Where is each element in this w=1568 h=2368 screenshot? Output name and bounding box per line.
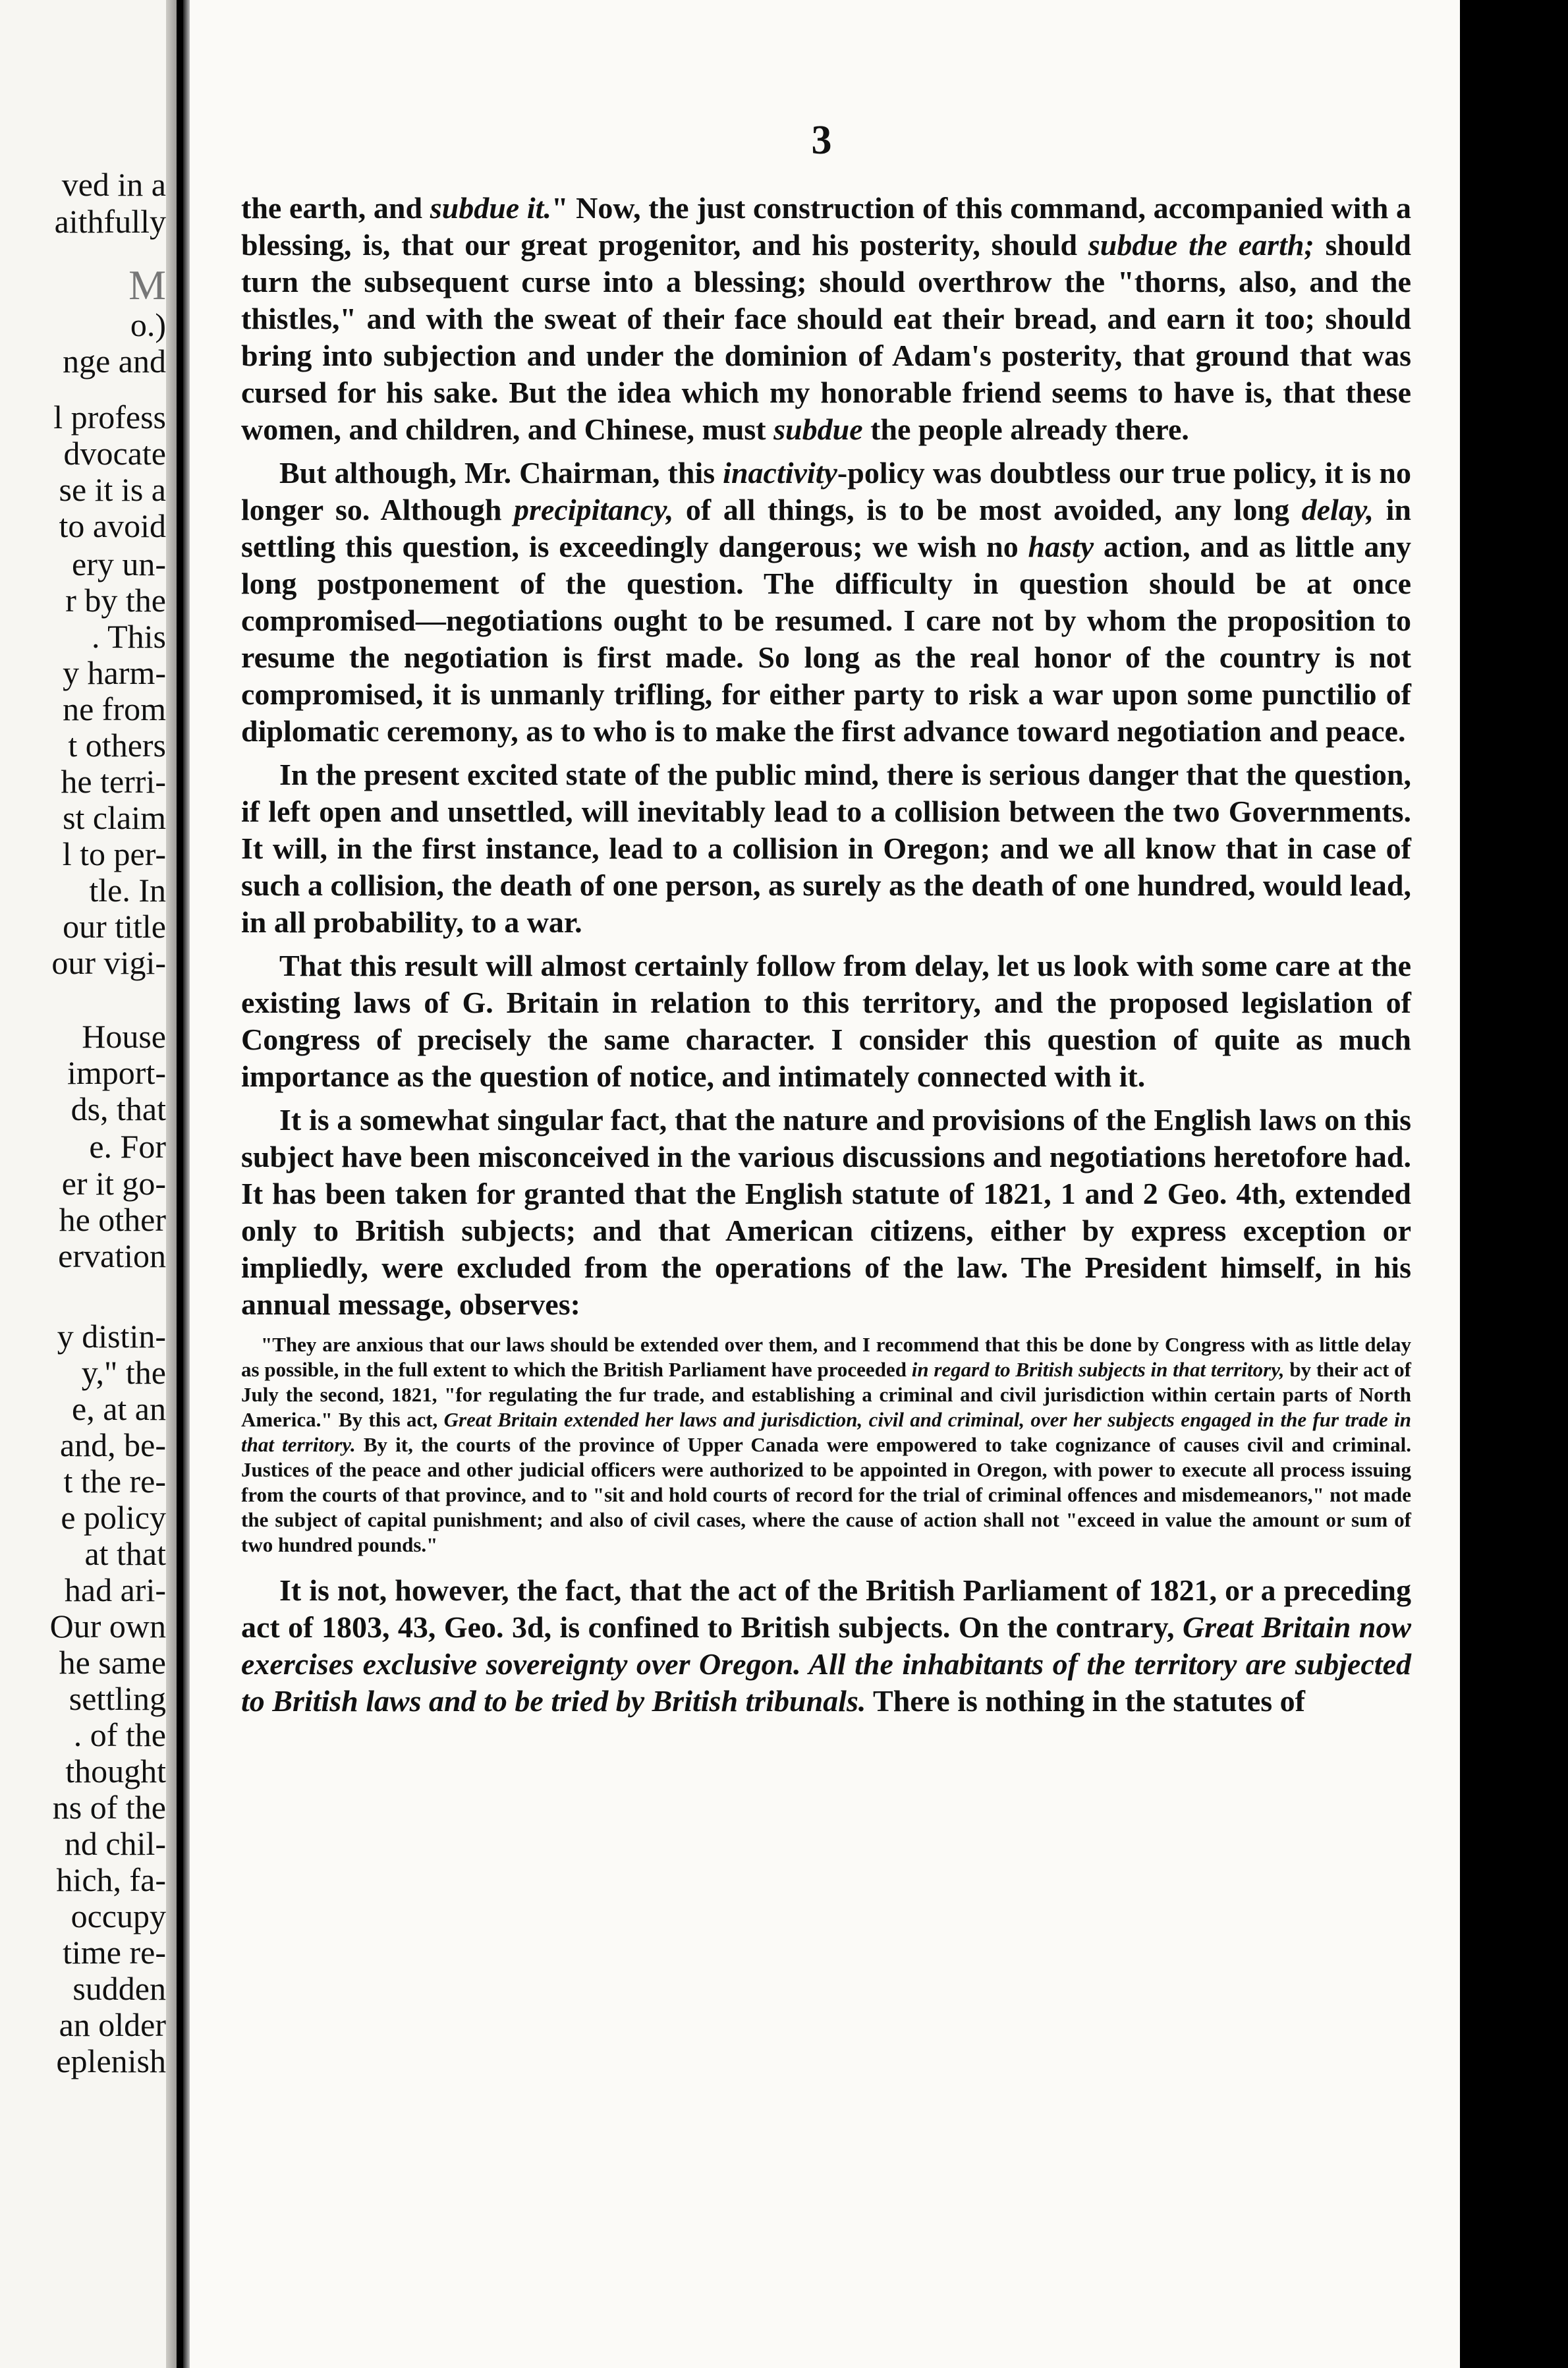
text-run: "They are anxious that our laws should be extended over them, and I recommend that this be done by Congress with as little delay as possible, in the full extent to which the British Parliament have proceeded [241, 1333, 1411, 1381]
facing-page-line: . This [92, 618, 166, 655]
facing-page-line: sudden [72, 1970, 166, 2007]
facing-page-line: at that [84, 1535, 166, 1572]
facing-page-line: ne from [63, 691, 166, 727]
facing-page-line: l profess [53, 399, 166, 436]
facing-page-line: Our own [49, 1608, 166, 1645]
italic-text: subdue it. [430, 191, 551, 225]
facing-page-line: ds, that [70, 1090, 166, 1127]
text-run: -policy was doubtless our true policy, it is no longer so. Although [241, 456, 1412, 526]
text-run: the earth, and [241, 191, 430, 225]
facing-page-line: se it is a [59, 471, 166, 508]
body-text [241, 190, 1411, 1726]
facing-page-fragment [0, 0, 177, 2368]
facing-page-line: e policy [61, 1499, 166, 1536]
facing-page-line: er it go- [61, 1165, 166, 1202]
text-run: by their act of July the second, 1821, "for regulating the fur trade, and establishing a criminal and civil jurisdiction within certain parts of North America." By this act, [241, 1358, 1411, 1431]
facing-page-line: he terri- [61, 763, 166, 800]
facing-page-line: e. For [89, 1128, 166, 1165]
facing-page-line: ved in a [61, 166, 166, 203]
italic-text: delay, [1301, 493, 1374, 526]
text-run: It is a somewhat singular fact, that the nature and provisions of the English laws on this subject have been misconceived in the various discussions and negotiations heretofore had. It has been taken for granted that the English statute of 1821, 1 and 2 Geo. 4th, extended only to British subjects; and that American citizens, either by express exception or impliedly, were excluded from the operations of the law. The President himself, in his annual message, observes: [241, 1103, 1411, 1321]
facing-page-line: y," the [81, 1354, 166, 1391]
facing-page-line: aithfully [54, 203, 166, 240]
facing-page-line: st claim [63, 799, 166, 836]
paragraph [241, 1572, 1411, 1720]
text-run: There is nothing in the statutes of [866, 1684, 1305, 1718]
facing-page-line: an older [59, 2006, 166, 2043]
page-number: 3 [811, 118, 832, 163]
text-run: in settling this question, is exceedingly dangerous; we wish no [241, 493, 1411, 563]
facing-page-line: our title [63, 908, 166, 945]
paragraph [241, 1102, 1411, 1323]
text-run: It is not, however, the fact, that the act of the British Parliament of 1821, or a preceding act of 1803, 43, Geo. 3d, is confined to British subjects. On the contrary, [241, 1573, 1411, 1644]
facing-page-line: nd chil- [64, 1825, 166, 1862]
facing-page-line: occupy [70, 1898, 166, 1934]
facing-page-line: hich, fa- [56, 1861, 166, 1898]
italic-text: Great Britain extended her laws and jurisdiction, civil and criminal, over her subjects engaged in the fur trade in that territory. [241, 1408, 1411, 1456]
italic-text: subdue the earth; [1088, 228, 1314, 262]
facing-page-line: to avoid [59, 507, 166, 544]
text-run: of all things, is to be most avoided, any long [673, 493, 1302, 526]
paragraph [241, 947, 1411, 1095]
facing-page-line: t the re- [63, 1463, 166, 1500]
facing-page-line: he other [59, 1201, 166, 1238]
facing-page-line: M [128, 262, 166, 308]
facing-page-line: he same [59, 1644, 166, 1681]
facing-page-line: time re- [63, 1934, 166, 1971]
facing-page-line: thought [65, 1753, 166, 1790]
facing-page-line: and, be- [59, 1426, 166, 1463]
italic-text: hasty [1028, 530, 1094, 563]
text-run: But although, Mr. Chairman, this [279, 456, 723, 490]
facing-page-line: ervation [58, 1237, 166, 1274]
italic-text: inactivity [723, 456, 837, 490]
page-gutter [166, 0, 177, 2368]
facing-page-line: y harm- [63, 654, 166, 691]
facing-page-line: ery un- [72, 546, 166, 582]
italic-text: subdue [773, 412, 863, 446]
facing-page-line: nge and [63, 343, 166, 380]
facing-page-line: y distin- [57, 1318, 166, 1355]
page-edge-shadow [183, 0, 190, 2368]
paragraph [241, 190, 1411, 448]
italic-text: Great Britain now exercises exclusive sovereignty over Oregon. All the inhabitants of the territory are subjected to British laws and to be tried by British tribunals. [241, 1610, 1412, 1718]
facing-page-line: settling [69, 1680, 166, 1717]
facing-page-line: eplenish [56, 2043, 166, 2079]
document-page [183, 0, 1460, 2368]
text-run: By it, the courts of the province of Upper Canada were empowered to take cognizance of causes civil and criminal. Justices of the peace and other judicial officers were authorized to be appointed in Oregon, with power to execute all process issuing from the courts of that province, and to "sit and hold courts of record for the trial of criminal offences and misdemeanors," not made the subject of capital punishment; and also of civil cases, where the cause of action shall not "exceed in value the amount or sum of two hundred pounds." [241, 1433, 1411, 1556]
facing-page-line: l to per- [62, 835, 166, 872]
facing-page-line: tle. In [89, 872, 166, 909]
text-run: In the present excited state of the public mind, there is serious danger that the question, if left open and unsettled, will inevitably lead to a collision between the two Governments. It will, in the first instance, lead to a collision in Oregon; and we all know that in case of such a collision, the death of one person, as surely as the death of one hundred, would lead, in all probability, to a war. [241, 758, 1411, 939]
facing-page-line: o.) [130, 306, 166, 343]
facing-page-line: . of the [73, 1716, 166, 1753]
text-run: " Now, the just construction of this command, accompanied with a blessing, is, that our great progenitor, and his posterity, should [241, 191, 1411, 262]
italic-text: precipitancy, [514, 493, 674, 526]
text-run: should turn the subsequent curse into a blessing; should overthrow the "thorns, also, and the thistles," and with the sweat of their face should eat their bread, and earn it too; should bring into subjection and under the dominion of Adam's posterity, that ground that was cursed for his sake. But the idea which my honorable friend seems to have is, that these women, and children, and Chinese, must [241, 228, 1411, 446]
facing-page-line: ns of the [52, 1789, 166, 1826]
facing-page-line: t others [68, 727, 166, 764]
facing-page-text [0, 0, 166, 2368]
facing-page-line: House [82, 1018, 166, 1055]
block-quote [241, 1332, 1411, 1558]
facing-page-line: had ari- [64, 1571, 166, 1608]
text-run: action, and as little any long postponement of the question. The difficulty in question should be at once compromised—negotiations ought to be resumed. I care not by whom the proposition to resume the negotiation is first made. So long as the real honor of the country is not compromised, it is unmanly trifling, for either party to risk a war upon some punctilio of diplomatic ceremony, as to who is to make the first advance toward negotiation and peace. [241, 530, 1411, 748]
paragraph [241, 455, 1411, 750]
paragraph [241, 756, 1411, 941]
italic-text: in regard to British subjects in that territory, [911, 1358, 1285, 1381]
facing-page-line: import- [67, 1054, 166, 1091]
text-run: That this result will almost certainly follow from delay, let us look with some care at the existing laws of G. Britain in relation to this territory, and the proposed legislation of Congress of precisely the same character. I consider this question of quite as much importance as the question of notice, and intimately connected with it. [241, 949, 1411, 1093]
facing-page-line: dvocate [63, 435, 166, 472]
facing-page-line: r by the [65, 582, 166, 619]
scan-border [1460, 0, 1568, 2368]
text-run: the people already there. [862, 412, 1189, 446]
facing-page-line: e, at an [72, 1390, 166, 1427]
facing-page-line: our vigi- [51, 944, 166, 981]
